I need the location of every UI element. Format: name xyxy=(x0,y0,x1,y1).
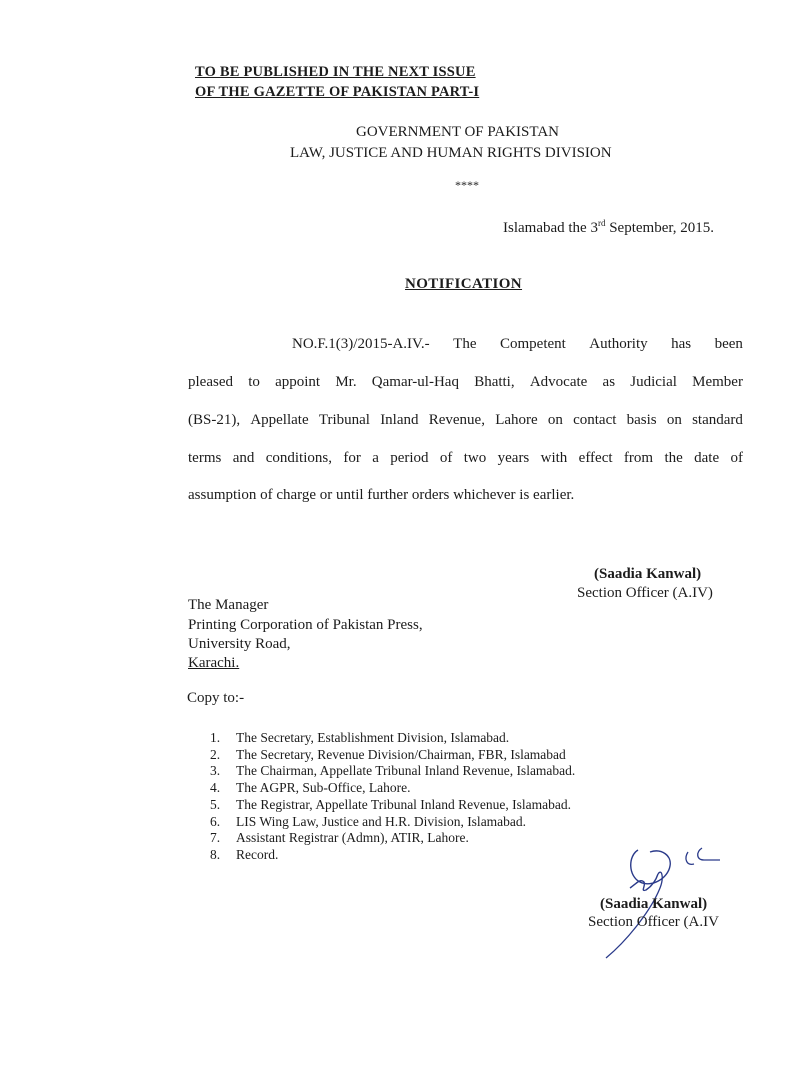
addressee-line3: University Road, xyxy=(188,636,291,652)
notification-word: Inland xyxy=(380,412,419,428)
copy-list-item xyxy=(200,797,575,814)
copy-item-text: The Registrar, Appellate Tribunal Inland Revenue, Islamabad. xyxy=(236,796,572,812)
notification-word: of xyxy=(730,450,743,466)
addressee-line1: The Manager xyxy=(188,597,269,613)
copy-item-text: LIS Wing Law, Justice and H.R. Division, Islamabad. xyxy=(236,813,527,829)
notification-word: standard xyxy=(692,412,743,428)
notification-line xyxy=(188,374,743,391)
copy-item-number: 2. xyxy=(210,746,221,762)
copy-list xyxy=(200,730,575,864)
notification-word: and xyxy=(232,450,255,466)
copy-item-number: 8. xyxy=(210,846,221,862)
notification-word: date xyxy=(694,450,720,466)
copy-item-number: 1. xyxy=(210,730,221,745)
notification-word: on xyxy=(547,412,563,428)
copy-list-item xyxy=(200,747,575,764)
notification-word: Bhatti, xyxy=(474,374,515,390)
notification-word: on xyxy=(666,412,682,428)
date-ordinal: rd xyxy=(597,218,606,228)
notification-word: terms xyxy=(188,450,222,466)
notification-word: The xyxy=(453,336,477,352)
notification-title: NOTIFICATION xyxy=(405,276,523,292)
copy-list-item xyxy=(200,730,575,747)
notification-word: for xyxy=(343,450,361,466)
gazette-heading-line2: OF THE GAZETTE OF PAKISTAN PART-I xyxy=(195,84,480,100)
notification-word: pleased xyxy=(188,374,233,390)
date-prefix: Islamabad the 3 xyxy=(503,220,598,236)
copy-item-text: The AGPR, Sub-Office, Lahore. xyxy=(236,780,411,796)
notification-word: Advocate xyxy=(529,374,588,390)
copy-list-item xyxy=(200,814,575,831)
notification-word: Judicial xyxy=(630,374,677,390)
notification-word: period xyxy=(390,450,429,466)
notification-word: Authority xyxy=(589,336,648,352)
notification-word: Appellate xyxy=(250,412,309,428)
copy-item-text: The Secretary, Revenue Division/Chairman, FBR, Islamabad xyxy=(236,746,566,762)
notification-word: to xyxy=(248,374,260,390)
notification-line: assumption of charge or until further orders whichever is earlier. xyxy=(188,487,575,503)
notification-word: as xyxy=(602,374,616,390)
signatory-bottom-title: Section Officer (A.IV xyxy=(588,914,719,930)
addressee-line2: Printing Corporation of Pakistan Press, xyxy=(188,617,423,633)
notification-word: (BS-21), xyxy=(188,412,241,428)
notification-word: been xyxy=(714,336,743,352)
notification-word: contact xyxy=(573,412,617,428)
notification-word: years xyxy=(497,450,530,466)
notification-word: with xyxy=(540,450,568,466)
copy-list-item xyxy=(200,847,575,864)
notification-line xyxy=(188,450,743,467)
copy-item-number: 7. xyxy=(210,830,221,846)
copy-list-item xyxy=(200,763,575,780)
notification-word: appoint xyxy=(275,374,321,390)
date-rest: September, 2015. xyxy=(605,220,715,236)
notification-word: has xyxy=(671,336,692,352)
copy-item-text: The Secretary, Establishment Division, Islamabad. xyxy=(236,730,510,745)
copy-item-number: 4. xyxy=(210,780,221,796)
notification-word: effect xyxy=(578,450,613,466)
copy-item-text: Record. xyxy=(236,846,279,862)
copy-list-item xyxy=(200,830,575,847)
notification-word: conditions, xyxy=(265,450,332,466)
notification-word: Competent xyxy=(499,336,566,352)
copy-list-item xyxy=(200,780,575,797)
notification-word: the xyxy=(664,450,683,466)
notification-word: Member xyxy=(692,374,743,390)
addressee-line4: Karachi. xyxy=(188,655,240,671)
notification-word: of xyxy=(439,450,453,466)
copy-to-heading: Copy to:- xyxy=(187,690,245,706)
notification-word: Mr. xyxy=(335,374,357,390)
copy-item-text: Assistant Registrar (Admn), ATIR, Lahore. xyxy=(236,830,469,846)
notification-word: basis xyxy=(626,412,657,428)
signatory-bottom-name: (Saadia Kanwal) xyxy=(600,896,708,912)
copy-item-number: 5. xyxy=(210,796,221,812)
copy-item-text: The Chairman, Appellate Tribunal Inland Revenue, Islamabad. xyxy=(236,763,576,779)
separator: **** xyxy=(455,178,479,192)
notification-word: from xyxy=(623,450,654,466)
notification-word: Tribunal xyxy=(318,412,370,428)
notification-line xyxy=(292,336,743,353)
signatory-title: Section Officer (A.IV) xyxy=(577,585,713,601)
notification-word: Qamar-ul-Haq xyxy=(371,374,459,390)
government-title: GOVERNMENT OF PAKISTAN xyxy=(356,124,559,140)
copy-item-number: 3. xyxy=(210,763,221,779)
division-title: LAW, JUSTICE AND HUMAN RIGHTS DIVISION xyxy=(290,145,612,161)
notification-word: Revenue, xyxy=(428,412,485,428)
notification-line xyxy=(188,412,743,429)
gazette-heading-line1: TO BE PUBLISHED IN THE NEXT ISSUE xyxy=(195,64,476,80)
notification-word: two xyxy=(463,450,487,466)
notification-word: NO.F.1(3)/2015-A.IV.- xyxy=(292,336,430,352)
notification-word: a xyxy=(372,450,379,466)
notification-word: Lahore xyxy=(495,412,538,428)
date-line xyxy=(503,220,714,237)
copy-item-number: 6. xyxy=(210,813,221,829)
signatory-name: (Saadia Kanwal) xyxy=(594,566,702,582)
